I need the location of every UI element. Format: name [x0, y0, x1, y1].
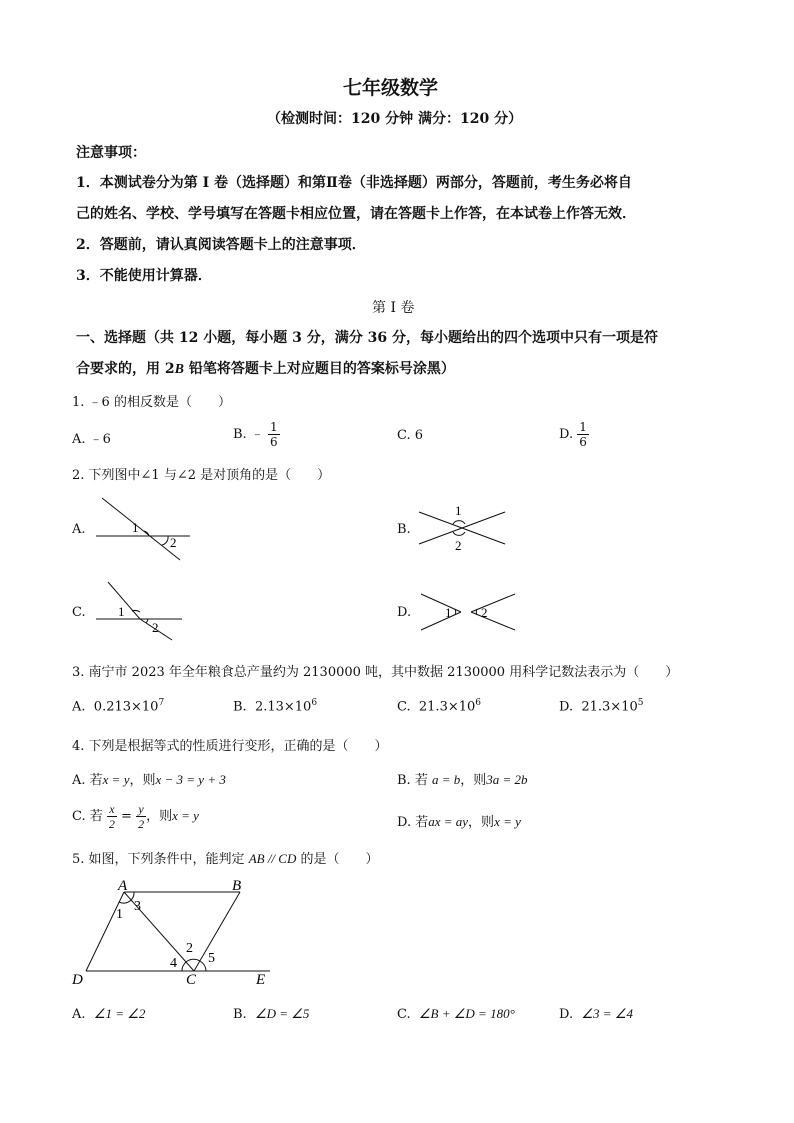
q2-option-d[interactable]: D.: [397, 605, 412, 620]
section-instruction-1: 一、选择题（共 12 小题，每小题 3 分，满分 36 分，每小题给出的四个选项中只有一项是符: [76, 330, 658, 346]
point-a-label: A: [118, 878, 128, 894]
point-b-label: B: [232, 878, 242, 894]
exam-info: （检测时间：120 分钟 满分：120 分）: [267, 111, 523, 127]
q2-figure-d: [415, 590, 525, 634]
question-2-stem: 2. 下列图中∠1 与∠2 是对顶角的是（ ）: [72, 468, 331, 483]
angle-1-label: 1: [132, 520, 139, 535]
note-item-1b: 己的姓名、学校、学号填写在答题卡相应位置，请在答题卡上作答，在本试卷上作答无效．: [76, 206, 636, 222]
q1-option-a[interactable]: A. ﹣6: [72, 432, 111, 447]
angle-4-label: 4: [170, 956, 177, 971]
note-item-2: 2．答题前，请认真阅读答题卡上的注意事项．: [76, 237, 366, 253]
angle-1-label: 1: [118, 604, 125, 619]
angle-1-label: 1: [116, 907, 123, 922]
angle-1-label: 1: [455, 503, 462, 518]
angle-2-label: 2: [152, 620, 159, 635]
question-3-stem: 3. 南宁市 2023 年全年粮食总产量约为 2130000 吨，其中数据 2130000 用科学记数法表示为（ ）: [72, 665, 679, 680]
q2-figure-b: [415, 500, 515, 555]
note-item-1a: 1．本测试卷分为第 I 卷（选择题）和第Ⅱ卷（非选择题）两部分，答题前，考生务必将自: [76, 175, 632, 191]
page-title: 七年级数学: [343, 77, 439, 99]
angle-2-label: 2: [481, 605, 488, 620]
q4-option-a[interactable]: A. 若x = y，则x − 3 = y + 3: [72, 772, 226, 788]
q2-option-b[interactable]: B.: [397, 522, 411, 537]
angle-3-label: 3: [134, 899, 141, 914]
question-4-stem: 4. 下列是根据等式的性质进行变形，正确的是（ ）: [72, 739, 388, 754]
q3-option-a[interactable]: A. $0.213\times 10^7$: [72, 698, 165, 715]
q4-option-b[interactable]: B. 若 a = b，则3a = 2b: [397, 772, 528, 788]
q4-option-c[interactable]: C. 若 $\frac{x}{2}$ = $\frac{y}{2}$ ，则x = y: [72, 802, 199, 831]
q1-option-c[interactable]: C. 6: [397, 428, 424, 443]
q2-option-c[interactable]: C.: [72, 605, 86, 620]
q4-option-d[interactable]: D. 若ax = ay，则x = y: [397, 814, 521, 830]
q3-option-b[interactable]: B. $2.13\times 10^6$: [233, 698, 318, 715]
point-d-label: D: [72, 972, 83, 988]
question-5-stem: 5. 如图，下列条件中，能判定 AB // CD 的是（ ）: [72, 851, 379, 867]
notes-heading: 注意事项：: [76, 145, 146, 161]
q5-option-b[interactable]: B. ∠D = ∠5: [233, 1006, 310, 1022]
q1-option-d[interactable]: D. $\frac{1}{6}$: [559, 420, 587, 449]
q1-option-b[interactable]: B. ﹣ $\frac{1}{6}$: [233, 420, 278, 449]
angle-5-label: 5: [208, 951, 215, 966]
q3-option-c[interactable]: C. $21.3\times 10^6$: [397, 698, 482, 715]
angle-2-label: 2: [170, 535, 177, 550]
q3-option-d[interactable]: D. $21.3\times 10^5$: [559, 698, 644, 715]
q5-figure: [70, 876, 280, 988]
q2-figure-a: [90, 492, 200, 564]
q5-option-a[interactable]: A. ∠1 = ∠2: [72, 1006, 146, 1022]
point-e-label: E: [256, 972, 266, 988]
q2-option-a[interactable]: A.: [72, 522, 86, 537]
q2-figure-c: [90, 578, 190, 644]
q5-option-d[interactable]: D. ∠3 = ∠4: [559, 1006, 633, 1022]
question-1-stem: 1. ﹣6 的相反数是（ ）: [72, 395, 231, 410]
section-instruction-2: 合要求的，用 2B 铅笔将答题卡上对应题目的答案标号涂黑）: [76, 361, 455, 377]
angle-1-label: 1: [445, 605, 452, 620]
angle-2-label: 2: [186, 941, 193, 956]
point-c-label: C: [186, 972, 197, 988]
angle-2-label: 2: [455, 538, 462, 553]
volume-label: 第 I 卷: [372, 300, 415, 316]
q5-option-c[interactable]: C. ∠B + ∠D = 180°: [397, 1006, 515, 1022]
note-item-3: 3．不能使用计算器．: [76, 268, 212, 284]
